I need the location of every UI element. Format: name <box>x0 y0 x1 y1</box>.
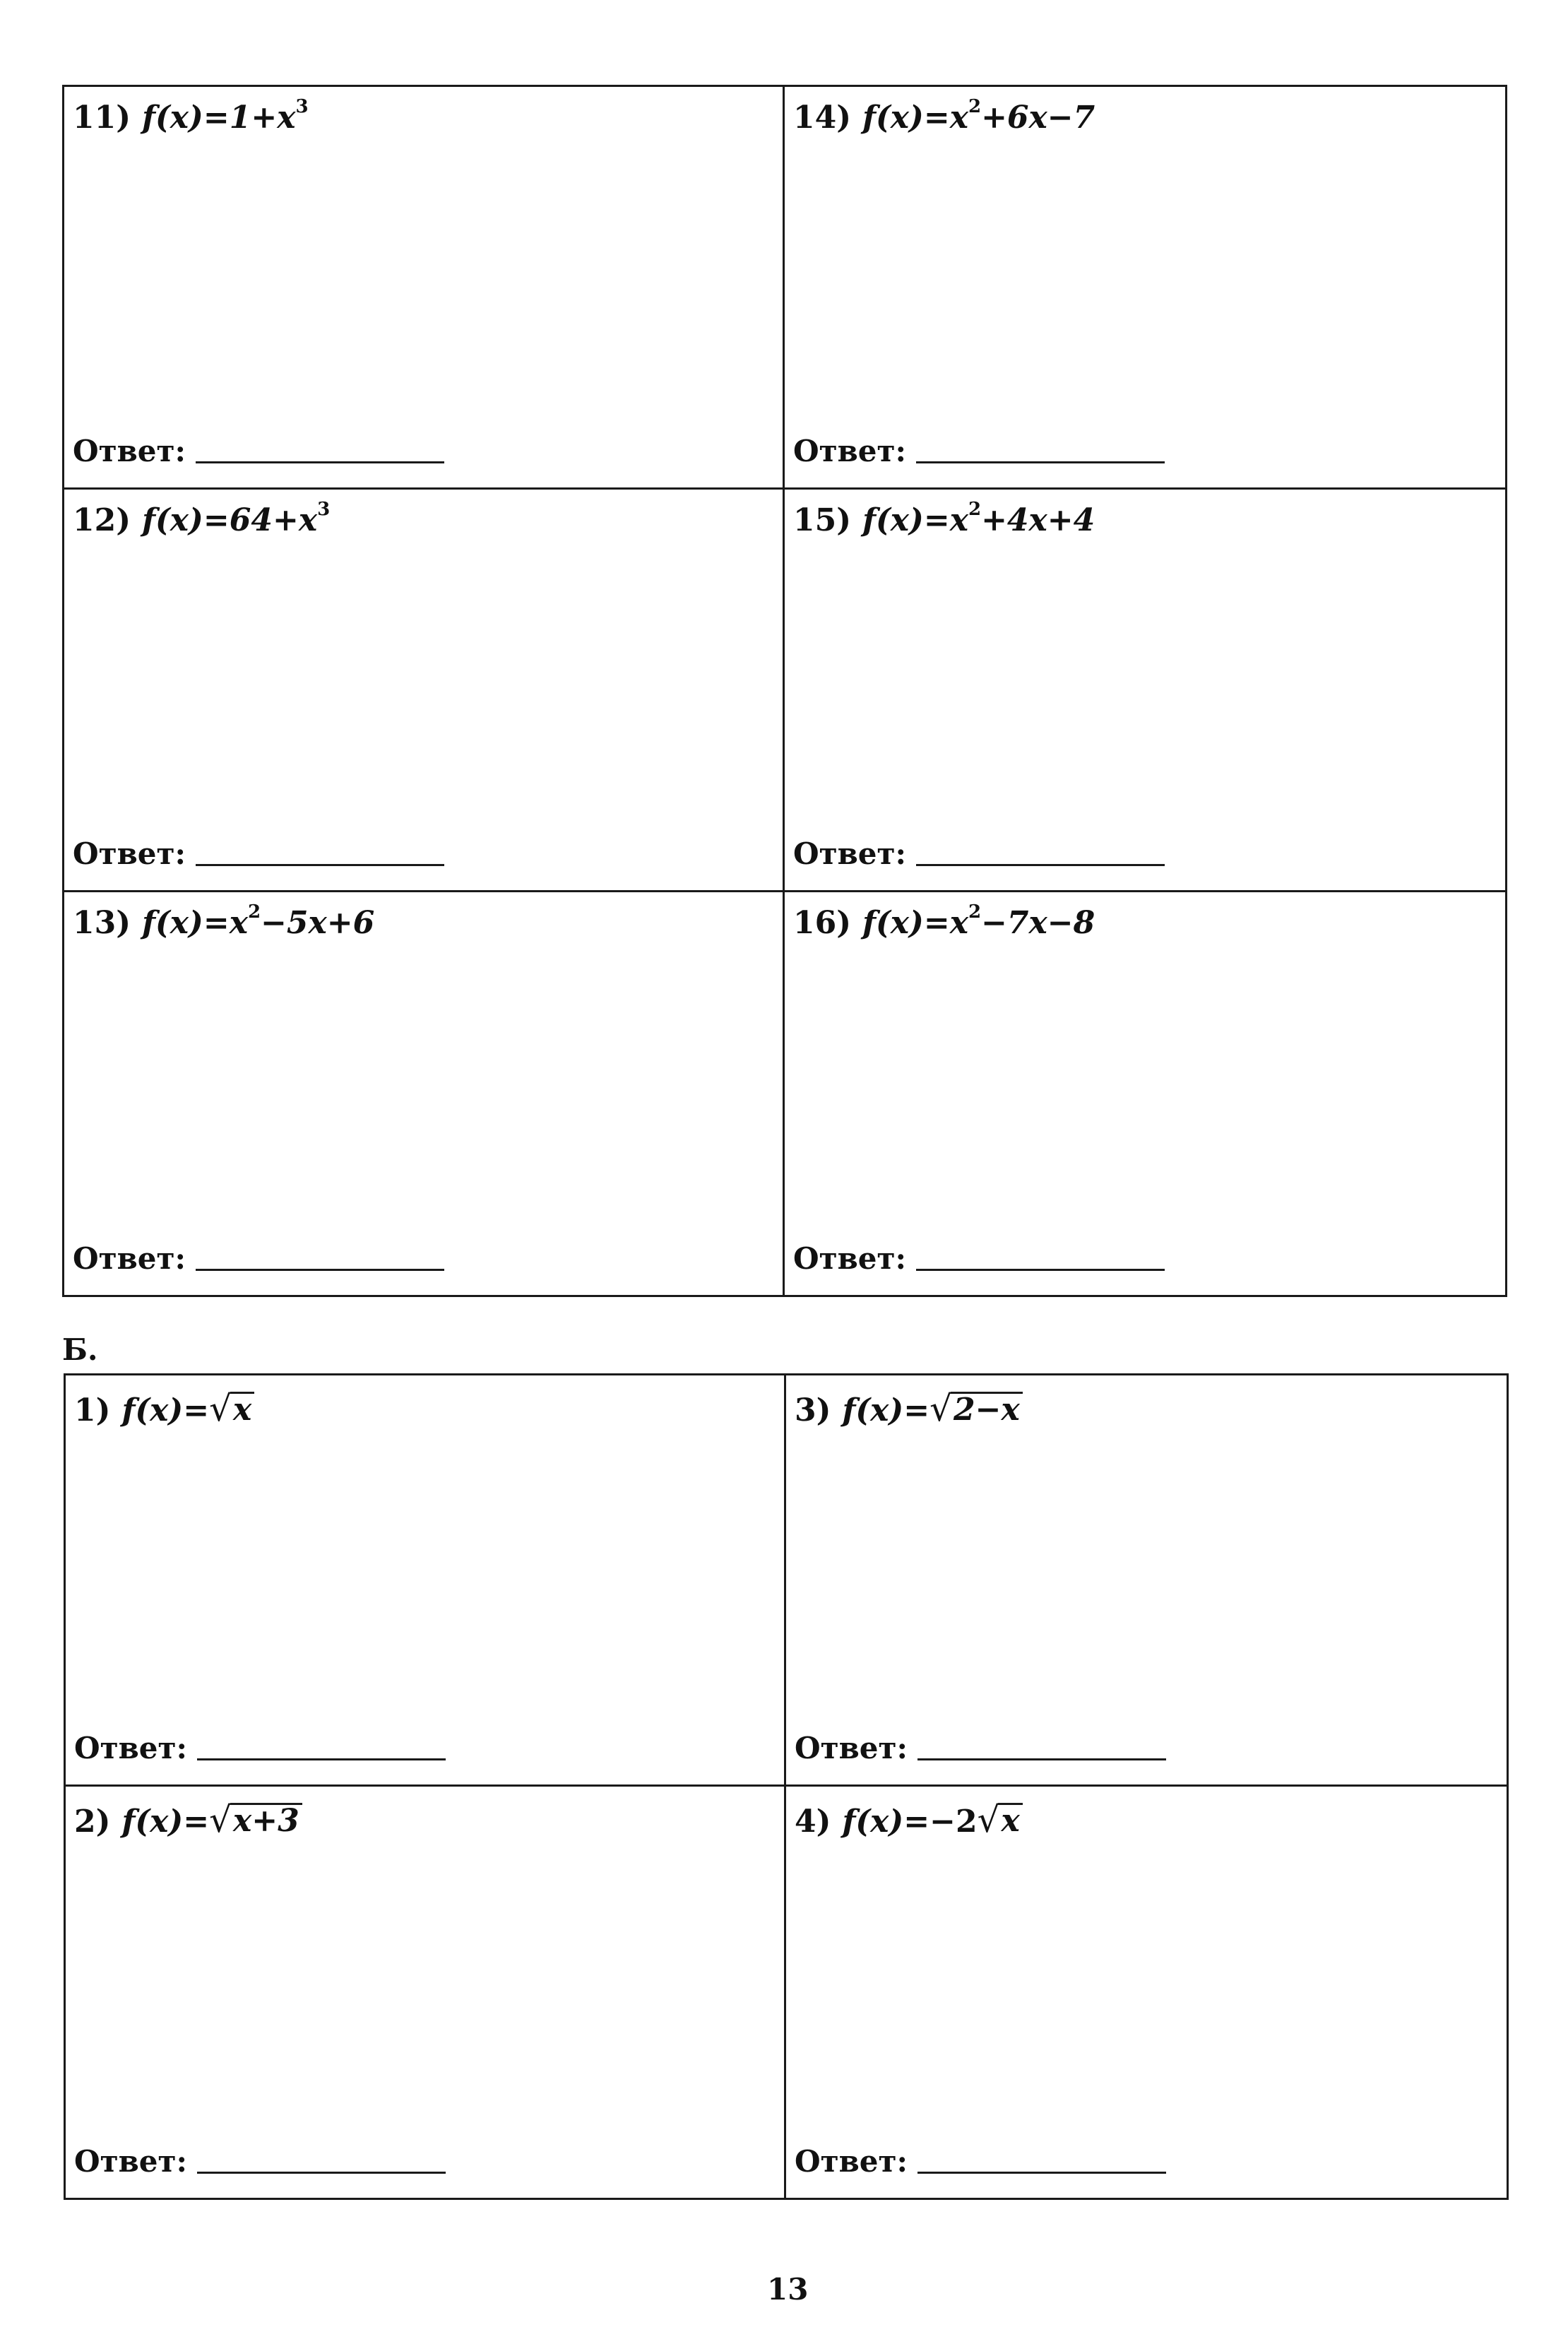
problem-exponent: 2 <box>968 499 982 520</box>
answer-field <box>795 2144 1166 2179</box>
problem-number: 11) <box>73 100 131 136</box>
answer-label: Ответ: <box>795 2144 908 2179</box>
problem-number: 12) <box>73 502 131 538</box>
answer-line[interactable] <box>197 2172 446 2174</box>
problem-formula: f(x)=1+x <box>142 100 296 136</box>
problem-exponent: 3 <box>295 96 309 117</box>
problem-number: 4) <box>795 1804 831 1840</box>
radicand: x <box>230 1392 254 1426</box>
problem-statement <box>793 499 1095 538</box>
problem-formula-suffix: −7x−8 <box>981 905 1095 941</box>
square-root <box>209 1388 254 1429</box>
answer-line[interactable] <box>197 1758 446 1760</box>
answer-field <box>793 434 1165 468</box>
radicand: 2−x <box>951 1392 1023 1426</box>
problem-formula: f(x)=x <box>142 905 248 941</box>
answer-label: Ответ: <box>73 434 186 468</box>
problem-formula-suffix: −5x+6 <box>261 905 375 941</box>
problem-exponent: 3 <box>317 499 331 520</box>
answer-line[interactable] <box>196 864 444 866</box>
answer-label: Ответ: <box>73 1241 186 1276</box>
problem-statement <box>73 96 309 136</box>
answer-line[interactable] <box>916 1269 1165 1271</box>
problem-number: 16) <box>793 905 852 941</box>
section-b-heading: Б. <box>62 1332 98 1367</box>
problem-coefficient: −2 <box>929 1804 978 1840</box>
square-root <box>209 1799 302 1840</box>
answer-label: Ответ: <box>793 836 907 871</box>
problem-cell-16 <box>785 892 1505 1295</box>
problem-formula: f(x)= <box>121 1392 210 1428</box>
problem-statement <box>793 96 1095 136</box>
problem-formula: f(x)= <box>842 1392 930 1428</box>
square-root <box>977 1799 1023 1840</box>
radical-sign-icon: √ <box>209 1388 232 1429</box>
exercise-grid-b <box>64 1373 1509 2200</box>
radicand: x <box>998 1803 1022 1837</box>
answer-line[interactable] <box>916 864 1165 866</box>
problem-number: 13) <box>73 905 131 941</box>
problem-cell-b2 <box>66 1787 786 2198</box>
problem-number: 15) <box>793 502 852 538</box>
answer-line[interactable] <box>196 1269 444 1271</box>
answer-field <box>73 1241 444 1276</box>
problem-cell-b1 <box>66 1375 786 1787</box>
problem-formula: f(x)= <box>842 1804 930 1840</box>
problem-number: 14) <box>793 100 852 136</box>
problem-statement <box>73 901 375 941</box>
problem-exponent: 2 <box>968 901 982 923</box>
problem-statement <box>795 1388 1023 1429</box>
radical-sign-icon: √ <box>929 1388 952 1429</box>
problem-cell-14 <box>785 87 1505 490</box>
answer-label: Ответ: <box>795 1731 908 1765</box>
problem-exponent: 2 <box>968 96 982 117</box>
problem-cell-15 <box>785 490 1505 892</box>
problem-formula: f(x)=x <box>862 502 968 538</box>
problem-statement <box>73 499 331 538</box>
problem-number: 1) <box>74 1392 111 1428</box>
problem-statement <box>74 1799 302 1840</box>
problem-number: 3) <box>795 1392 831 1428</box>
answer-field <box>793 836 1165 871</box>
answer-field <box>74 1731 446 1765</box>
answer-field <box>73 434 444 468</box>
problem-statement <box>74 1388 254 1429</box>
answer-field <box>795 1731 1166 1765</box>
square-root <box>929 1388 1023 1429</box>
page-number: 13 <box>767 2272 809 2307</box>
problem-cell-13 <box>64 892 785 1295</box>
answer-line[interactable] <box>917 1758 1166 1760</box>
radical-sign-icon: √ <box>209 1799 232 1840</box>
answer-field <box>73 836 444 871</box>
answer-line[interactable] <box>916 461 1165 463</box>
problem-formula-suffix: +6x−7 <box>981 100 1095 136</box>
problem-formula: f(x)= <box>121 1804 210 1840</box>
answer-field <box>74 2144 446 2179</box>
answer-field <box>793 1241 1165 1276</box>
answer-label: Ответ: <box>74 1731 188 1765</box>
problem-statement <box>795 1799 1023 1840</box>
problem-formula: f(x)=x <box>862 905 968 941</box>
radicand: x+3 <box>230 1803 302 1837</box>
problem-cell-12 <box>64 490 785 892</box>
answer-label: Ответ: <box>74 2144 188 2179</box>
problem-cell-11 <box>64 87 785 490</box>
problem-formula-suffix: +4x+4 <box>981 502 1095 538</box>
answer-line[interactable] <box>917 2172 1166 2174</box>
problem-formula: f(x)=64+x <box>142 502 318 538</box>
problem-formula: f(x)=x <box>862 100 968 136</box>
problem-number: 2) <box>74 1804 111 1840</box>
problem-exponent: 2 <box>247 901 261 923</box>
answer-label: Ответ: <box>793 1241 907 1276</box>
answer-label: Ответ: <box>73 836 186 871</box>
answer-label: Ответ: <box>793 434 907 468</box>
exercise-grid-a <box>62 85 1507 1297</box>
problem-cell-b4 <box>786 1787 1507 2198</box>
problem-statement <box>793 901 1095 941</box>
problem-cell-b3 <box>786 1375 1507 1787</box>
radical-sign-icon: √ <box>977 1799 1000 1840</box>
answer-line[interactable] <box>196 461 444 463</box>
